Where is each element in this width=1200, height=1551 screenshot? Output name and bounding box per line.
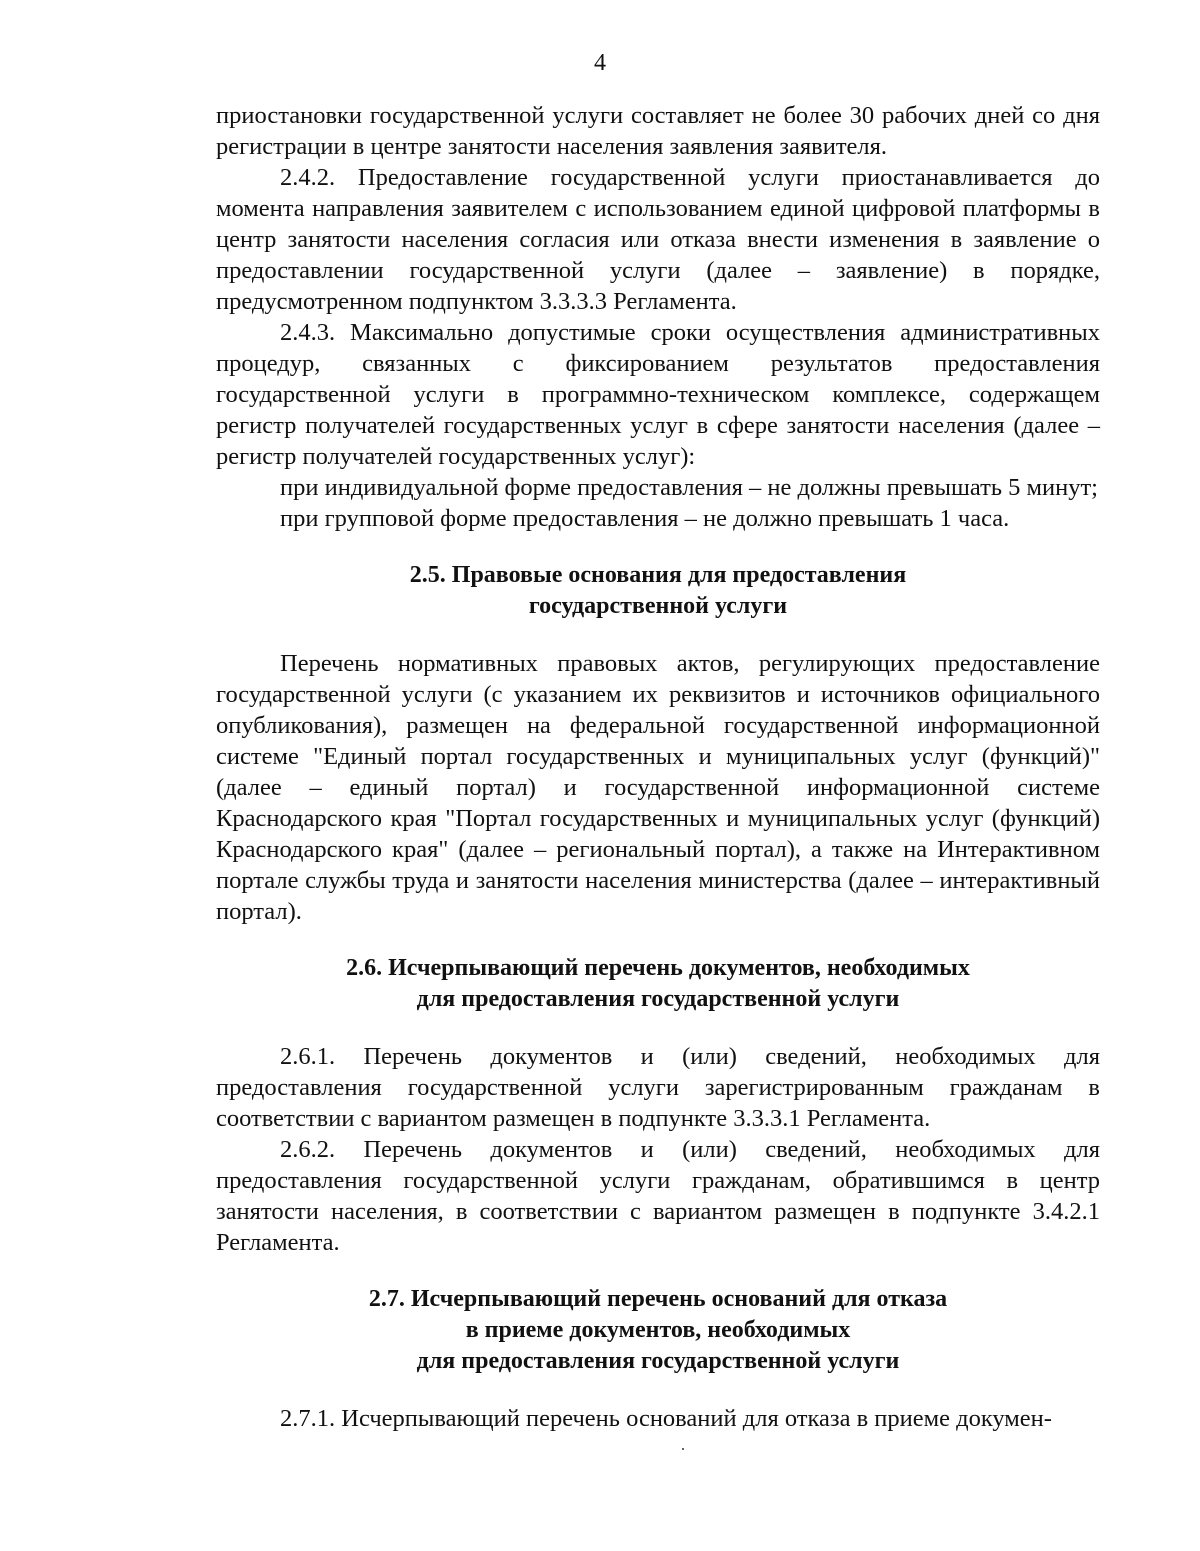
section-heading-2-6 [216,953,1100,1015]
heading-line: 2.7. Исчерпывающий перечень оснований для отказа [368,1286,948,1312]
paragraph-continuation: приостановки государственной услуги составляет не более 30 рабочих дней со дня регистрации в центре занятости населения заявления заявителя. [216,102,1100,160]
heading-line: 2.5. Правовые основания для предоставления [409,562,907,588]
heading-line: 2.6. Исчерпывающий перечень документов, необходимых [346,955,970,981]
paragraph-2-6-1: 2.6.1. Перечень документов и (или) сведений, необходимых для предоставления государственной услуги зарегистрированным гражданам в соответствии с вариантом размещен в подпункте 3.3.3.1 Регламента. [216,1043,1100,1132]
heading-line: государственной услуги [528,593,788,619]
paragraph-2-7-1: 2.7.1. Исчерпывающий перечень оснований для отказа в приеме докумен- [280,1405,1052,1432]
heading-line: в приеме документов, необходимых [465,1317,851,1343]
paragraph-individual-form: при индивидуальной форме предоставления – не должны превышать 5 минут; [280,474,1098,501]
heading-line: для предоставления государственной услуги [416,1348,900,1374]
page-number: 4 [594,50,606,76]
document-body [216,100,1100,1434]
section-heading-2-7 [216,1284,1100,1377]
section-heading-2-5 [216,560,1100,622]
paragraph-2-5: Перечень нормативных правовых актов, регулирующих предоставление государственной услуги (с указанием их реквизитов и источников официального опубликования), размещен на федеральной государственной информационной системе "Единый портал государственных и муниципальных услуг (функций)" (далее – единый портал) и государственной информационной системе Краснодарского края "Портал государственных и муниципальных услуг (функций) Краснодарского края" (далее – региональный портал), а также на Интерактивном портале службы труда и занятости населения министерства (далее – интерактивный портал). [216,650,1100,925]
paragraph-group-form: при групповой форме предоставления – не должно превышать 1 часа. [280,505,1010,532]
paragraph-2-6-2: 2.6.2. Перечень документов и (или) сведений, необходимых для предоставления государственной услуги гражданам, обратившимся в центр занятости населения, в соответствии с вариантом размещен в подпункте 3.4.2.1 Регламента. [216,1136,1100,1256]
heading-line: для предоставления государственной услуги [416,986,900,1012]
scan-speck [682,1448,684,1450]
paragraph-2-4-3: 2.4.3. Максимально допустимые сроки осуществления административных процедур, связанных с фиксированием результатов предоставления государственной услуги в программно-техническом комплексе, содержащем регистр получателей государственных услуг в сфере занятости населения (далее – регистр получателей государственных услуг): [216,319,1100,470]
paragraph-2-4-2: 2.4.2. Предоставление государственной услуги приостанавливается до момента направления заявителем с использованием единой цифровой платформы в центр занятости населения согласия или отказа внести изменения в заявление о предоставлении государственной услуги (далее – заявление) в порядке, предусмотренном подпунктом 3.3.3.3 Регламента. [216,164,1100,315]
